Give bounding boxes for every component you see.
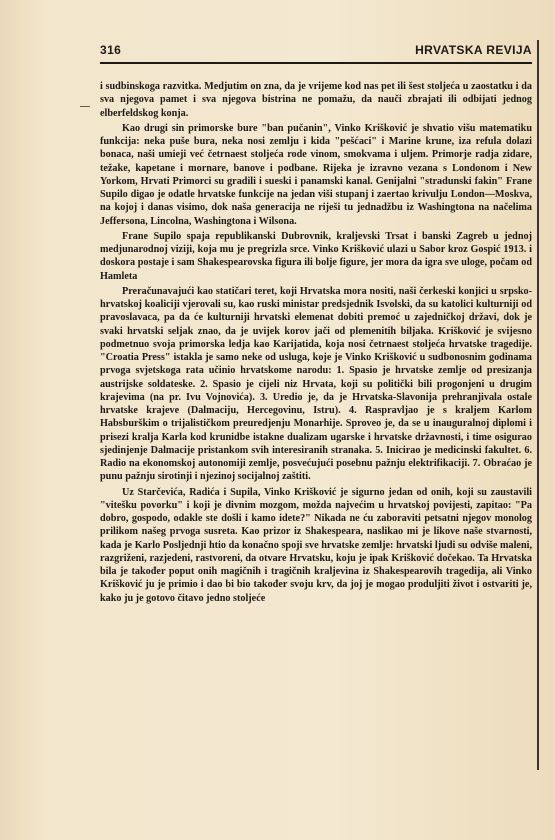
paragraph-5: Uz Starčevića, Radića i Supila, Vinko Krišković je sigurno jedan od onih, koji su zaustavili "vitešku povorku" i koji je divnim mozgom, možda najvećim u hrvatskoj povijesti, zapitao: "Pa dobro, gospodo, odakle ste došli i kamo idete?" Nikada ne ću zaboraviti petsatni njegov monolog prilikom našeg prvoga susreta. Kao prizor iz Shakespeara, naslikao mi je likove naše stvarnosti, kada je Karlo Posljednji htio da konačno spoji sve hrvatske zemlje: hrvatski ljudi su odviše maleni, razgriženi, razjedeni, rastvoreni, da otvare Hrvatsku, koju je ipak Krišković dočekao. Ta Hrvatska bila je također poput onih magičnih i tragičnih kraljevina iz Shakespearovih tragedija, ali Vinko Krišković ju je primio i dao bi bio također svoju krv, da joj je mogao produljiti život i ostvariti je, kako ju je gotovo čitavo jedno stoljeće — [100, 486, 532, 604]
page-header — [100, 43, 532, 59]
paragraph-1: i sudbinskoga razvitka. Medjutim on zna, da je vrijeme kod nas pet ili šest stoljeća u zaostatku i da sva njegova pamet i sva njegova bistrina ne pomažu, da nauči zbrajati ili odbijati jednog elberfeldskog konja. — [100, 81, 532, 119]
paragraph-3: Frane Supilo spaja republikanski Dubrovnik, kraljevski Trsat i banski Zagreb u jednoj medjunarodnoj viziji, koja mu je pregrizla srce. Vinko Krišković ulazi u Sabor kroz Gospić 1913. i doskora postaje i sam Shakespearovska figura ili bolje figure, jer mora da igra sve uloge, počam od Hamleta — [100, 230, 532, 282]
page-number: 316 — [100, 43, 122, 57]
paragraph-4: Preračunavajući kao statičari teret, koji Hrvatska mora nositi, naši čerkeski konjici u srpsko-hrvatskoj koaliciji vjerovali su, kao ruski ministar predsjednik Isvolski, da su katolici kulturniji od pravoslavaca, pa da će kulturniji hrvatski elemenat dobiti premoć u zajedničkoj državi, dok je svaki hrvatski seljak znao, da je uvijek korov jači od plemenitih biljaka. Krišković je svijesno podmetnuo svoja primorska ledja kao Karijatida, koja nosi četrnaest stoljeća hrvatske tragedije. "Croatia Press" istakla je samo neke od usluga, koje je Vinko Krišković u sudbonosnim godinama prvoga svjetskoga rata učinio hrvatskome narodu: 1. Spasio je hrvatske zemlje od presizanja austrijske soldateske. 2. Spasio je cijeli niz Hrvata, koji su politički bili progonjeni u drugim krajevima (na pr. Ivu Vojnovića). 3. Uredio je, da je Hrvatska-Slavonija prehranjivala ostale hrvatske krajeve (Dalmaciju, Hercegovinu, Istru). 4. Raspravljao je s kraljem Karlom Habsburškim o trijalističkom preuredjenju Monarhije. Sproveo je, da se u inauguralnoj diplomi i prisezi kralja Karla kod krunidbe istakne dualizam ugarske i hrvatske državnosti, i time osigurao sjedinjenje Dalmacije pristankom svih interesiranih stranaka. 5. Inicirao je medicinski fakultet. 6. Radio na ekonomskoj autonomiji zemlje, posvećujući posebnu pažnju elektrifikaciji. 7. Obraćao je punu pažnju sirotinji i njezinoj socijalnoj zaštiti. — [100, 285, 532, 483]
article-body — [100, 80, 532, 605]
running-title: HRVATSKA REVIJA — [415, 43, 532, 57]
paragraph-2: Kao drugi sin primorske bure "ban pučanin", Vinko Krišković je shvatio višu matematiku funkcija: neka puše bura, neka nosi zemlju i kida "pešćaci" i Marine krune, iza refula dolazi bonaca, naši umieji već četrnaest stoljeća rode vinom, smokvama i uljem. Primorje radja zidare, težake, kapetane i mornare, banove i podbane. Rijeka je izravno vezana s Londonom i New Yorkom, Hrvati Primorci su gradili i sueski i panamski kanal. Genijalni "stradunski fakin" Frane Supilo digao je odatle hrvatske funkcije na jedan viši stupanj i zaertao krivulju London—Moskva, na kojoj i danas visimo, dok naša generacija ne riješi tu jednadžbu iz Washingtona na načelima Jeffersona, Lincolna, Washingtona i Wilsona. — [100, 122, 532, 227]
margin-mark — [80, 100, 90, 107]
header-rule — [100, 62, 532, 64]
page-edge-line — [537, 40, 539, 770]
